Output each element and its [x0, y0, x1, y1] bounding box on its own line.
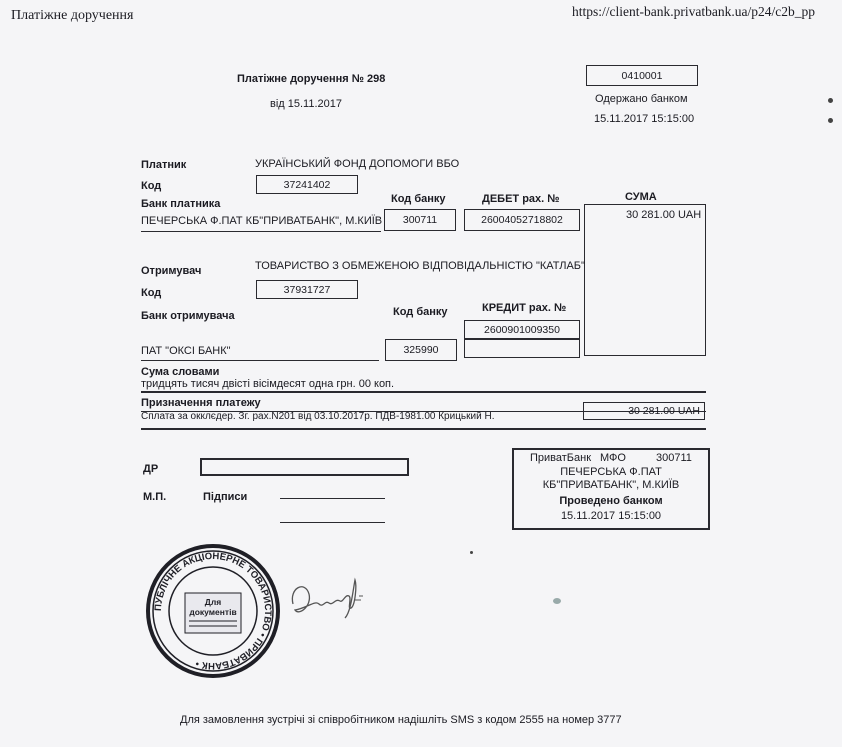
purpose-amount: 30 281.00 UAH — [583, 402, 705, 420]
sum-words: тридцять тисяч двісті вісімдесят одна грн. 00 коп. — [141, 378, 395, 390]
scan-speck — [470, 551, 473, 554]
purpose-text: Сплата за окклєдер. Зг. рах.N201 від 03.10.2017р. ПДВ-1981.00 Крицький Н. — [141, 411, 495, 422]
svg-text:документів: документів — [189, 607, 237, 617]
scan-speck — [828, 118, 833, 123]
recipient-bank-label: Банк отримувача — [141, 310, 235, 322]
sum-amount: 30 281.00 UAH — [626, 209, 702, 221]
payer-bank-name: ПЕЧЕРСЬКА Ф.ПАТ КБ"ПРИВАТБАНК", М.КИЇВ — [141, 215, 383, 227]
payer-name: УКРАЇНСЬКИЙ ФОНД ДОПОМОГИ ВБО — [255, 158, 460, 170]
recipient-code: 37931727 — [256, 280, 358, 299]
footer-sms-notice: Для замовлення зустрічі зі співробітником надішліть SMS з кодом 2555 на номер 3777 — [180, 714, 622, 726]
signatures-label: Підписи — [203, 491, 248, 503]
purpose-label: Призначення платежу — [141, 397, 261, 409]
recipient-bank-underline — [141, 360, 379, 361]
sum-box — [584, 204, 706, 356]
print-header-title: Платіжне доручення — [11, 8, 134, 23]
scan-speck — [553, 598, 561, 604]
company-seal — [145, 543, 281, 679]
dr-label: ДР — [143, 463, 159, 475]
document-date: від 15.11.2017 — [270, 98, 342, 110]
recipient-bank-code: 325990 — [385, 339, 457, 361]
payer-label: Платник — [141, 159, 187, 171]
mp-label: М.П. — [143, 491, 167, 503]
print-header-url: https://client-bank.privatbank.ua/p24/c2b_pp — [572, 4, 815, 19]
credit-label: КРЕДИТ рах. № — [482, 302, 567, 314]
stamp-mfo: 300711 — [656, 452, 692, 464]
payer-bank-underline — [141, 231, 381, 232]
stamp-mfo-label: МФО — [600, 452, 626, 464]
document-title: Платіжне доручення № 298 — [237, 73, 386, 85]
recipient-code-label: Код — [141, 287, 162, 299]
recipient-label: Отримувач — [141, 265, 202, 277]
purpose-underline — [141, 428, 706, 430]
payer-bank-code-label: Код банку — [391, 193, 446, 205]
handwritten-signature — [285, 570, 375, 630]
recipient-bank-name: ПАТ "ОКСІ БАНК" — [141, 345, 231, 357]
form-code-box: 0410001 — [586, 65, 698, 86]
stamp-processed-label: Проведено банком — [559, 495, 663, 507]
credit-account-extra-box — [464, 338, 580, 358]
payer-bank-label: Банк платника — [141, 198, 221, 210]
payer-code-label: Код — [141, 180, 162, 192]
scan-speck — [828, 98, 833, 103]
debit-account: 26004052718802 — [464, 209, 580, 231]
sum-label: СУМА — [625, 191, 657, 203]
payer-bank-code: 300711 — [384, 209, 456, 231]
stamp-line-1: ПЕЧЕРСЬКА Ф.ПАТ — [560, 466, 662, 478]
recipient-name: ТОВАРИСТВО З ОБМЕЖЕНОЮ ВІДПОВІДАЛЬНІСТЮ "КАТЛАБ" — [255, 260, 585, 272]
credit-account: 2600901009350 — [464, 320, 580, 340]
svg-text:ПУБЛІЧНЕ АКЦІОНЕРНЕ ТОВАРИСТВО: ПУБЛІЧНЕ АКЦІОНЕРНЕ ТОВАРИСТВО • ПРИВАТБАНК • — [152, 550, 274, 672]
received-label: Одержано банком — [595, 93, 688, 105]
debit-label: ДЕБЕТ рах. № — [482, 193, 560, 205]
received-datetime: 15.11.2017 15:15:00 — [594, 113, 695, 125]
stamp-bank-name: ПриватБанк — [530, 452, 592, 464]
stamp-processed-datetime: 15.11.2017 15:15:00 — [560, 510, 662, 522]
payer-code: 37241402 — [256, 175, 358, 194]
recipient-bank-code-label: Код банку — [393, 306, 448, 318]
dr-box — [200, 458, 409, 476]
signature-line-2 — [280, 522, 385, 523]
sum-words-underline — [141, 391, 706, 393]
sum-words-label: Сума словами — [141, 366, 220, 378]
svg-text:Для: Для — [204, 597, 222, 607]
stamp-line-2: КБ"ПРИВАТБАНК", М.КИЇВ — [542, 479, 680, 491]
signature-line-1 — [280, 498, 385, 499]
